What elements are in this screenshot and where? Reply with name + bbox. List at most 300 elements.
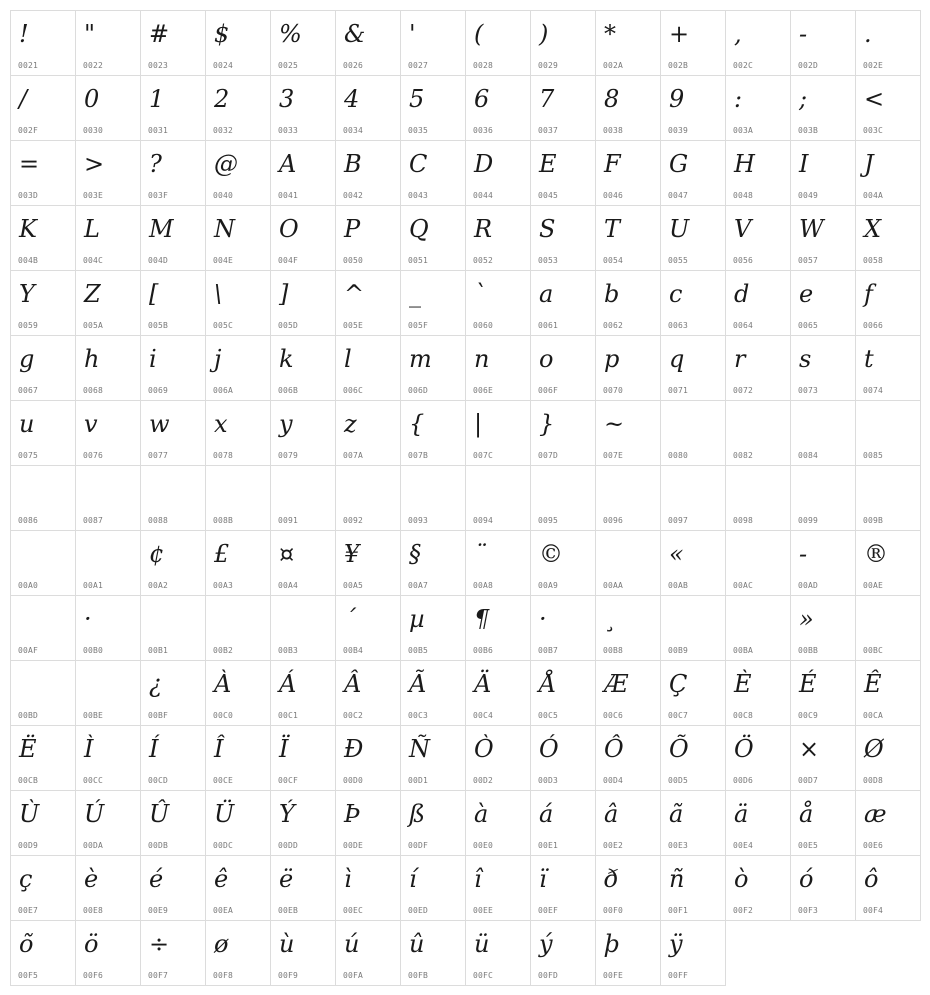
codepoint-label: 003B bbox=[798, 126, 819, 135]
glyph-cell bbox=[10, 270, 76, 336]
codepoint-label: 0092 bbox=[343, 516, 364, 525]
codepoint-label: 0084 bbox=[798, 451, 819, 460]
glyph-cell bbox=[270, 400, 336, 466]
glyph-sample: j bbox=[214, 345, 222, 373]
codepoint-label: 0049 bbox=[798, 191, 819, 200]
glyph-sample: Y bbox=[19, 280, 35, 308]
codepoint-label: 0064 bbox=[733, 321, 754, 330]
glyph-sample: X bbox=[864, 215, 882, 243]
glyph-cell bbox=[530, 790, 596, 856]
glyph-sample: ¨ bbox=[474, 540, 486, 568]
codepoint-label: 0099 bbox=[798, 516, 819, 525]
glyph-cell bbox=[595, 660, 661, 726]
codepoint-label: 005C bbox=[213, 321, 234, 330]
glyph-cell bbox=[660, 335, 726, 401]
glyph-cell bbox=[400, 270, 466, 336]
codepoint-label: 00BD bbox=[18, 711, 39, 720]
glyph-cell bbox=[140, 660, 206, 726]
glyph-sample: Ë bbox=[19, 735, 37, 763]
glyph-sample: [ bbox=[149, 280, 159, 308]
codepoint-label: 00B6 bbox=[473, 646, 494, 655]
glyph-sample: : bbox=[734, 85, 743, 113]
codepoint-label: 0062 bbox=[603, 321, 624, 330]
glyph-cell bbox=[790, 855, 856, 921]
glyph-sample: ú bbox=[344, 930, 360, 958]
glyph-sample: Û bbox=[149, 800, 170, 828]
glyph-cell bbox=[530, 725, 596, 791]
codepoint-label: 0023 bbox=[148, 61, 169, 70]
codepoint-label: 0057 bbox=[798, 256, 819, 265]
glyph-cell bbox=[75, 790, 141, 856]
glyph-cell bbox=[465, 270, 531, 336]
glyph-sample: E bbox=[539, 150, 557, 178]
glyph-cell bbox=[595, 10, 661, 76]
glyph-sample: ã bbox=[669, 800, 684, 828]
glyph-cell bbox=[335, 855, 401, 921]
glyph-cell bbox=[530, 75, 596, 141]
codepoint-label: 00D4 bbox=[603, 776, 624, 785]
codepoint-label: 00FD bbox=[538, 971, 559, 980]
codepoint-label: 00E4 bbox=[733, 841, 754, 850]
glyph-cell bbox=[465, 205, 531, 271]
glyph-cell bbox=[725, 140, 791, 206]
glyph-cell bbox=[790, 140, 856, 206]
codepoint-label: 002C bbox=[733, 61, 754, 70]
codepoint-label: 005D bbox=[278, 321, 299, 330]
glyph-cell bbox=[400, 790, 466, 856]
codepoint-label: 006B bbox=[278, 386, 299, 395]
codepoint-label: 0056 bbox=[733, 256, 754, 265]
codepoint-label: 0039 bbox=[668, 126, 689, 135]
codepoint-label: 0061 bbox=[538, 321, 559, 330]
glyph-cell bbox=[400, 595, 466, 661]
glyph-sample: # bbox=[149, 20, 170, 48]
glyph-cell bbox=[140, 595, 206, 661]
glyph-sample: V bbox=[734, 215, 752, 243]
glyph-sample: é bbox=[149, 865, 164, 893]
glyph-cell bbox=[855, 335, 921, 401]
glyph-cell bbox=[855, 855, 921, 921]
glyph-cell bbox=[205, 270, 271, 336]
glyph-sample: Ã bbox=[409, 670, 427, 698]
glyph-cell bbox=[335, 10, 401, 76]
glyph-sample: R bbox=[474, 215, 493, 243]
glyph-cell bbox=[465, 400, 531, 466]
codepoint-label: 00F2 bbox=[733, 906, 754, 915]
codepoint-label: 0075 bbox=[18, 451, 39, 460]
glyph-cell bbox=[75, 725, 141, 791]
glyph-sample: y bbox=[279, 410, 293, 438]
codepoint-label: 0050 bbox=[343, 256, 364, 265]
codepoint-label: 0082 bbox=[733, 451, 754, 460]
codepoint-label: 0069 bbox=[148, 386, 169, 395]
glyph-sample: ð bbox=[604, 865, 619, 893]
glyph-cell bbox=[205, 855, 271, 921]
codepoint-label: 00C3 bbox=[408, 711, 429, 720]
glyph-cell bbox=[660, 205, 726, 271]
glyph-cell bbox=[400, 140, 466, 206]
glyph-sample: 9 bbox=[669, 85, 685, 113]
glyph-cell bbox=[10, 75, 76, 141]
glyph-sample: / bbox=[19, 85, 28, 113]
glyph-sample: @ bbox=[214, 150, 238, 178]
glyph-sample: _ bbox=[409, 280, 421, 308]
glyph-sample: p bbox=[604, 345, 620, 373]
codepoint-label: 003D bbox=[18, 191, 39, 200]
codepoint-label: 00E5 bbox=[798, 841, 819, 850]
glyph-sample: É bbox=[799, 670, 817, 698]
codepoint-label: 0071 bbox=[668, 386, 689, 395]
glyph-cell bbox=[790, 660, 856, 726]
glyph-sample: ÷ bbox=[149, 930, 170, 958]
codepoint-label: 0097 bbox=[668, 516, 689, 525]
glyph-cell bbox=[270, 335, 336, 401]
codepoint-label: 007C bbox=[473, 451, 494, 460]
glyph-cell bbox=[855, 725, 921, 791]
codepoint-label: 006E bbox=[473, 386, 494, 395]
glyph-grid bbox=[10, 10, 920, 985]
codepoint-label: 002E bbox=[863, 61, 884, 70]
codepoint-label: 007D bbox=[538, 451, 559, 460]
glyph-cell bbox=[270, 530, 336, 596]
glyph-sample: \ bbox=[214, 280, 223, 308]
glyph-cell bbox=[10, 400, 76, 466]
codepoint-label: 0058 bbox=[863, 256, 884, 265]
glyph-cell bbox=[725, 725, 791, 791]
glyph-cell bbox=[530, 855, 596, 921]
glyph-sample: Ñ bbox=[409, 735, 430, 763]
codepoint-label: 003C bbox=[863, 126, 884, 135]
glyph-cell bbox=[530, 530, 596, 596]
glyph-sample: K bbox=[19, 215, 37, 243]
codepoint-label: 0037 bbox=[538, 126, 559, 135]
glyph-cell bbox=[140, 140, 206, 206]
glyph-cell bbox=[205, 790, 271, 856]
codepoint-label: 00E8 bbox=[83, 906, 104, 915]
glyph-sample: à bbox=[474, 800, 489, 828]
glyph-sample: Z bbox=[84, 280, 101, 308]
glyph-cell bbox=[660, 790, 726, 856]
codepoint-label: 003A bbox=[733, 126, 754, 135]
codepoint-label: 007E bbox=[603, 451, 624, 460]
glyph-sample: I bbox=[799, 150, 809, 178]
glyph-sample: ä bbox=[734, 800, 749, 828]
glyph-cell bbox=[660, 660, 726, 726]
codepoint-label: 0048 bbox=[733, 191, 754, 200]
codepoint-label: 0077 bbox=[148, 451, 169, 460]
glyph-cell bbox=[205, 920, 271, 986]
glyph-cell bbox=[10, 920, 76, 986]
glyph-cell bbox=[855, 400, 921, 466]
codepoint-label: 00B2 bbox=[213, 646, 234, 655]
glyph-sample: ô bbox=[864, 865, 879, 893]
codepoint-label: 0072 bbox=[733, 386, 754, 395]
glyph-cell bbox=[465, 595, 531, 661]
glyph-cell bbox=[725, 205, 791, 271]
glyph-cell bbox=[10, 465, 76, 531]
glyph-cell bbox=[725, 465, 791, 531]
glyph-cell bbox=[530, 205, 596, 271]
glyph-cell bbox=[400, 725, 466, 791]
glyph-cell bbox=[400, 920, 466, 986]
glyph-cell bbox=[790, 725, 856, 791]
codepoint-label: 00AB bbox=[668, 581, 689, 590]
glyph-sample: A bbox=[279, 150, 297, 178]
glyph-cell bbox=[270, 790, 336, 856]
glyph-cell bbox=[465, 530, 531, 596]
glyph-cell bbox=[660, 855, 726, 921]
codepoint-label: 0043 bbox=[408, 191, 429, 200]
glyph-sample: l bbox=[344, 345, 352, 373]
glyph-sample: N bbox=[214, 215, 235, 243]
codepoint-label: 0055 bbox=[668, 256, 689, 265]
glyph-cell bbox=[400, 400, 466, 466]
glyph-sample: á bbox=[539, 800, 554, 828]
glyph-cell bbox=[205, 530, 271, 596]
codepoint-label: 00F1 bbox=[668, 906, 689, 915]
codepoint-label: 00CC bbox=[83, 776, 104, 785]
codepoint-label: 00FE bbox=[603, 971, 624, 980]
glyph-sample: a bbox=[539, 280, 554, 308]
codepoint-label: 0088 bbox=[148, 516, 169, 525]
glyph-sample: ? bbox=[149, 150, 162, 178]
codepoint-label: 00BE bbox=[83, 711, 104, 720]
codepoint-label: 00B4 bbox=[343, 646, 364, 655]
codepoint-label: 0040 bbox=[213, 191, 234, 200]
glyph-cell bbox=[400, 10, 466, 76]
glyph-cell bbox=[660, 140, 726, 206]
glyph-sample: 5 bbox=[409, 85, 425, 113]
codepoint-label: 0051 bbox=[408, 256, 429, 265]
codepoint-label: 0096 bbox=[603, 516, 624, 525]
codepoint-label: 00CA bbox=[863, 711, 884, 720]
codepoint-label: 0093 bbox=[408, 516, 429, 525]
codepoint-label: 0087 bbox=[83, 516, 104, 525]
glyph-sample: G bbox=[669, 150, 689, 178]
glyph-sample: ¤ bbox=[279, 540, 295, 568]
glyph-cell bbox=[335, 75, 401, 141]
glyph-cell bbox=[400, 855, 466, 921]
codepoint-label: 0068 bbox=[83, 386, 104, 395]
glyph-cell bbox=[790, 400, 856, 466]
glyph-sample: F bbox=[604, 150, 621, 178]
codepoint-label: 00D5 bbox=[668, 776, 689, 785]
glyph-sample: Ï bbox=[279, 735, 289, 763]
glyph-sample: 0 bbox=[84, 85, 100, 113]
codepoint-label: 0091 bbox=[278, 516, 299, 525]
codepoint-label: 004F bbox=[278, 256, 299, 265]
glyph-cell bbox=[725, 855, 791, 921]
codepoint-label: 00D1 bbox=[408, 776, 429, 785]
glyph-cell bbox=[140, 920, 206, 986]
glyph-sample: ] bbox=[279, 280, 289, 308]
codepoint-label: 00A9 bbox=[538, 581, 559, 590]
glyph-cell bbox=[660, 530, 726, 596]
glyph-cell bbox=[855, 595, 921, 661]
glyph-sample: Ò bbox=[474, 735, 494, 763]
codepoint-label: 004E bbox=[213, 256, 234, 265]
glyph-cell bbox=[465, 920, 531, 986]
glyph-cell bbox=[205, 335, 271, 401]
glyph-sample: ø bbox=[214, 930, 229, 958]
glyph-sample: ¿ bbox=[149, 670, 162, 698]
codepoint-label: 00E2 bbox=[603, 841, 624, 850]
glyph-sample: W bbox=[799, 215, 824, 243]
codepoint-label: 00ED bbox=[408, 906, 429, 915]
glyph-cell bbox=[530, 400, 596, 466]
glyph-cell bbox=[10, 595, 76, 661]
glyph-cell bbox=[335, 465, 401, 531]
codepoint-label: 0047 bbox=[668, 191, 689, 200]
glyph-cell bbox=[270, 465, 336, 531]
glyph-sample: Ö bbox=[734, 735, 754, 763]
glyph-cell bbox=[335, 790, 401, 856]
glyph-sample: í bbox=[409, 865, 417, 893]
glyph-cell bbox=[75, 205, 141, 271]
codepoint-label: 0045 bbox=[538, 191, 559, 200]
glyph-cell bbox=[855, 10, 921, 76]
codepoint-label: 002D bbox=[798, 61, 819, 70]
codepoint-label: 0032 bbox=[213, 126, 234, 135]
glyph-sample: Ì bbox=[84, 735, 94, 763]
glyph-sample: = bbox=[19, 150, 40, 178]
glyph-sample: - bbox=[799, 20, 808, 48]
glyph-cell bbox=[205, 465, 271, 531]
codepoint-label: 0044 bbox=[473, 191, 494, 200]
codepoint-label: 00F7 bbox=[148, 971, 169, 980]
codepoint-label: 00B9 bbox=[668, 646, 689, 655]
codepoint-label: 00E9 bbox=[148, 906, 169, 915]
codepoint-label: 00BB bbox=[798, 646, 819, 655]
glyph-cell bbox=[140, 335, 206, 401]
glyph-cell bbox=[790, 75, 856, 141]
codepoint-label: 00EF bbox=[538, 906, 559, 915]
codepoint-label: 0095 bbox=[538, 516, 559, 525]
glyph-cell bbox=[270, 855, 336, 921]
codepoint-label: 00AF bbox=[18, 646, 39, 655]
glyph-sample: ò bbox=[734, 865, 749, 893]
glyph-sample: f bbox=[864, 280, 873, 308]
glyph-cell bbox=[10, 855, 76, 921]
glyph-sample: « bbox=[669, 540, 684, 568]
codepoint-label: 008B bbox=[213, 516, 234, 525]
glyph-cell bbox=[270, 10, 336, 76]
glyph-sample: k bbox=[279, 345, 294, 373]
glyph-sample: n bbox=[474, 345, 490, 373]
codepoint-label: 00A7 bbox=[408, 581, 429, 590]
glyph-sample: + bbox=[669, 20, 690, 48]
glyph-sample: B bbox=[344, 150, 362, 178]
glyph-cell bbox=[465, 75, 531, 141]
glyph-cell bbox=[140, 400, 206, 466]
glyph-sample: ' bbox=[409, 20, 416, 48]
glyph-sample: 1 bbox=[149, 85, 165, 113]
codepoint-label: 003E bbox=[83, 191, 104, 200]
codepoint-label: 004C bbox=[83, 256, 104, 265]
glyph-cell bbox=[855, 530, 921, 596]
glyph-sample: ^ bbox=[344, 280, 365, 308]
glyph-cell bbox=[530, 595, 596, 661]
glyph-cell bbox=[140, 790, 206, 856]
codepoint-label: 00AA bbox=[603, 581, 624, 590]
glyph-sample: ` bbox=[474, 280, 486, 308]
codepoint-label: 006A bbox=[213, 386, 234, 395]
glyph-sample: â bbox=[604, 800, 619, 828]
glyph-cell bbox=[75, 855, 141, 921]
glyph-sample: Ô bbox=[604, 735, 624, 763]
codepoint-label: 00D6 bbox=[733, 776, 754, 785]
codepoint-label: 0059 bbox=[18, 321, 39, 330]
glyph-sample: v bbox=[84, 410, 98, 438]
glyph-sample: ¢ bbox=[149, 540, 165, 568]
glyph-sample: ç bbox=[19, 865, 33, 893]
glyph-sample: Ü bbox=[214, 800, 235, 828]
glyph-sample: £ bbox=[214, 540, 230, 568]
glyph-sample: Ð bbox=[344, 735, 364, 763]
codepoint-label: 00B7 bbox=[538, 646, 559, 655]
glyph-cell bbox=[335, 725, 401, 791]
codepoint-label: 00D2 bbox=[473, 776, 494, 785]
glyph-sample: ÿ bbox=[669, 930, 683, 958]
glyph-sample: ê bbox=[214, 865, 229, 893]
glyph-sample: Ê bbox=[864, 670, 882, 698]
glyph-cell bbox=[75, 75, 141, 141]
glyph-cell bbox=[270, 725, 336, 791]
glyph-cell bbox=[205, 10, 271, 76]
glyph-cell bbox=[530, 10, 596, 76]
glyph-sample: b bbox=[604, 280, 620, 308]
glyph-sample: ¶ bbox=[474, 605, 490, 633]
codepoint-label: 00EC bbox=[343, 906, 364, 915]
codepoint-label: 00BC bbox=[863, 646, 884, 655]
glyph-cell bbox=[595, 855, 661, 921]
codepoint-label: 0026 bbox=[343, 61, 364, 70]
glyph-sample: D bbox=[474, 150, 494, 178]
glyph-sample: } bbox=[539, 410, 555, 438]
codepoint-label: 0076 bbox=[83, 451, 104, 460]
codepoint-label: 00C0 bbox=[213, 711, 234, 720]
glyph-cell bbox=[595, 75, 661, 141]
glyph-sample: ù bbox=[279, 930, 295, 958]
glyph-cell bbox=[140, 725, 206, 791]
glyph-sample: ! bbox=[19, 20, 29, 48]
glyph-cell bbox=[75, 270, 141, 336]
codepoint-label: 00D7 bbox=[798, 776, 819, 785]
glyph-cell bbox=[660, 400, 726, 466]
glyph-cell bbox=[660, 75, 726, 141]
glyph-cell bbox=[75, 140, 141, 206]
glyph-sample: Ó bbox=[539, 735, 559, 763]
glyph-sample: û bbox=[409, 930, 425, 958]
codepoint-label: 0024 bbox=[213, 61, 234, 70]
codepoint-label: 00B3 bbox=[278, 646, 299, 655]
codepoint-label: 0046 bbox=[603, 191, 624, 200]
glyph-sample: ï bbox=[539, 865, 547, 893]
glyph-cell bbox=[335, 400, 401, 466]
glyph-sample: µ bbox=[409, 605, 425, 633]
codepoint-label: 00CE bbox=[213, 776, 234, 785]
codepoint-label: 006F bbox=[538, 386, 559, 395]
glyph-cell bbox=[75, 10, 141, 76]
glyph-cell bbox=[10, 725, 76, 791]
glyph-cell bbox=[530, 660, 596, 726]
glyph-cell bbox=[660, 595, 726, 661]
glyph-sample: ( bbox=[474, 20, 484, 48]
glyph-cell bbox=[790, 530, 856, 596]
glyph-cell bbox=[595, 595, 661, 661]
codepoint-label: 00FF bbox=[668, 971, 689, 980]
codepoint-label: 00D8 bbox=[863, 776, 884, 785]
